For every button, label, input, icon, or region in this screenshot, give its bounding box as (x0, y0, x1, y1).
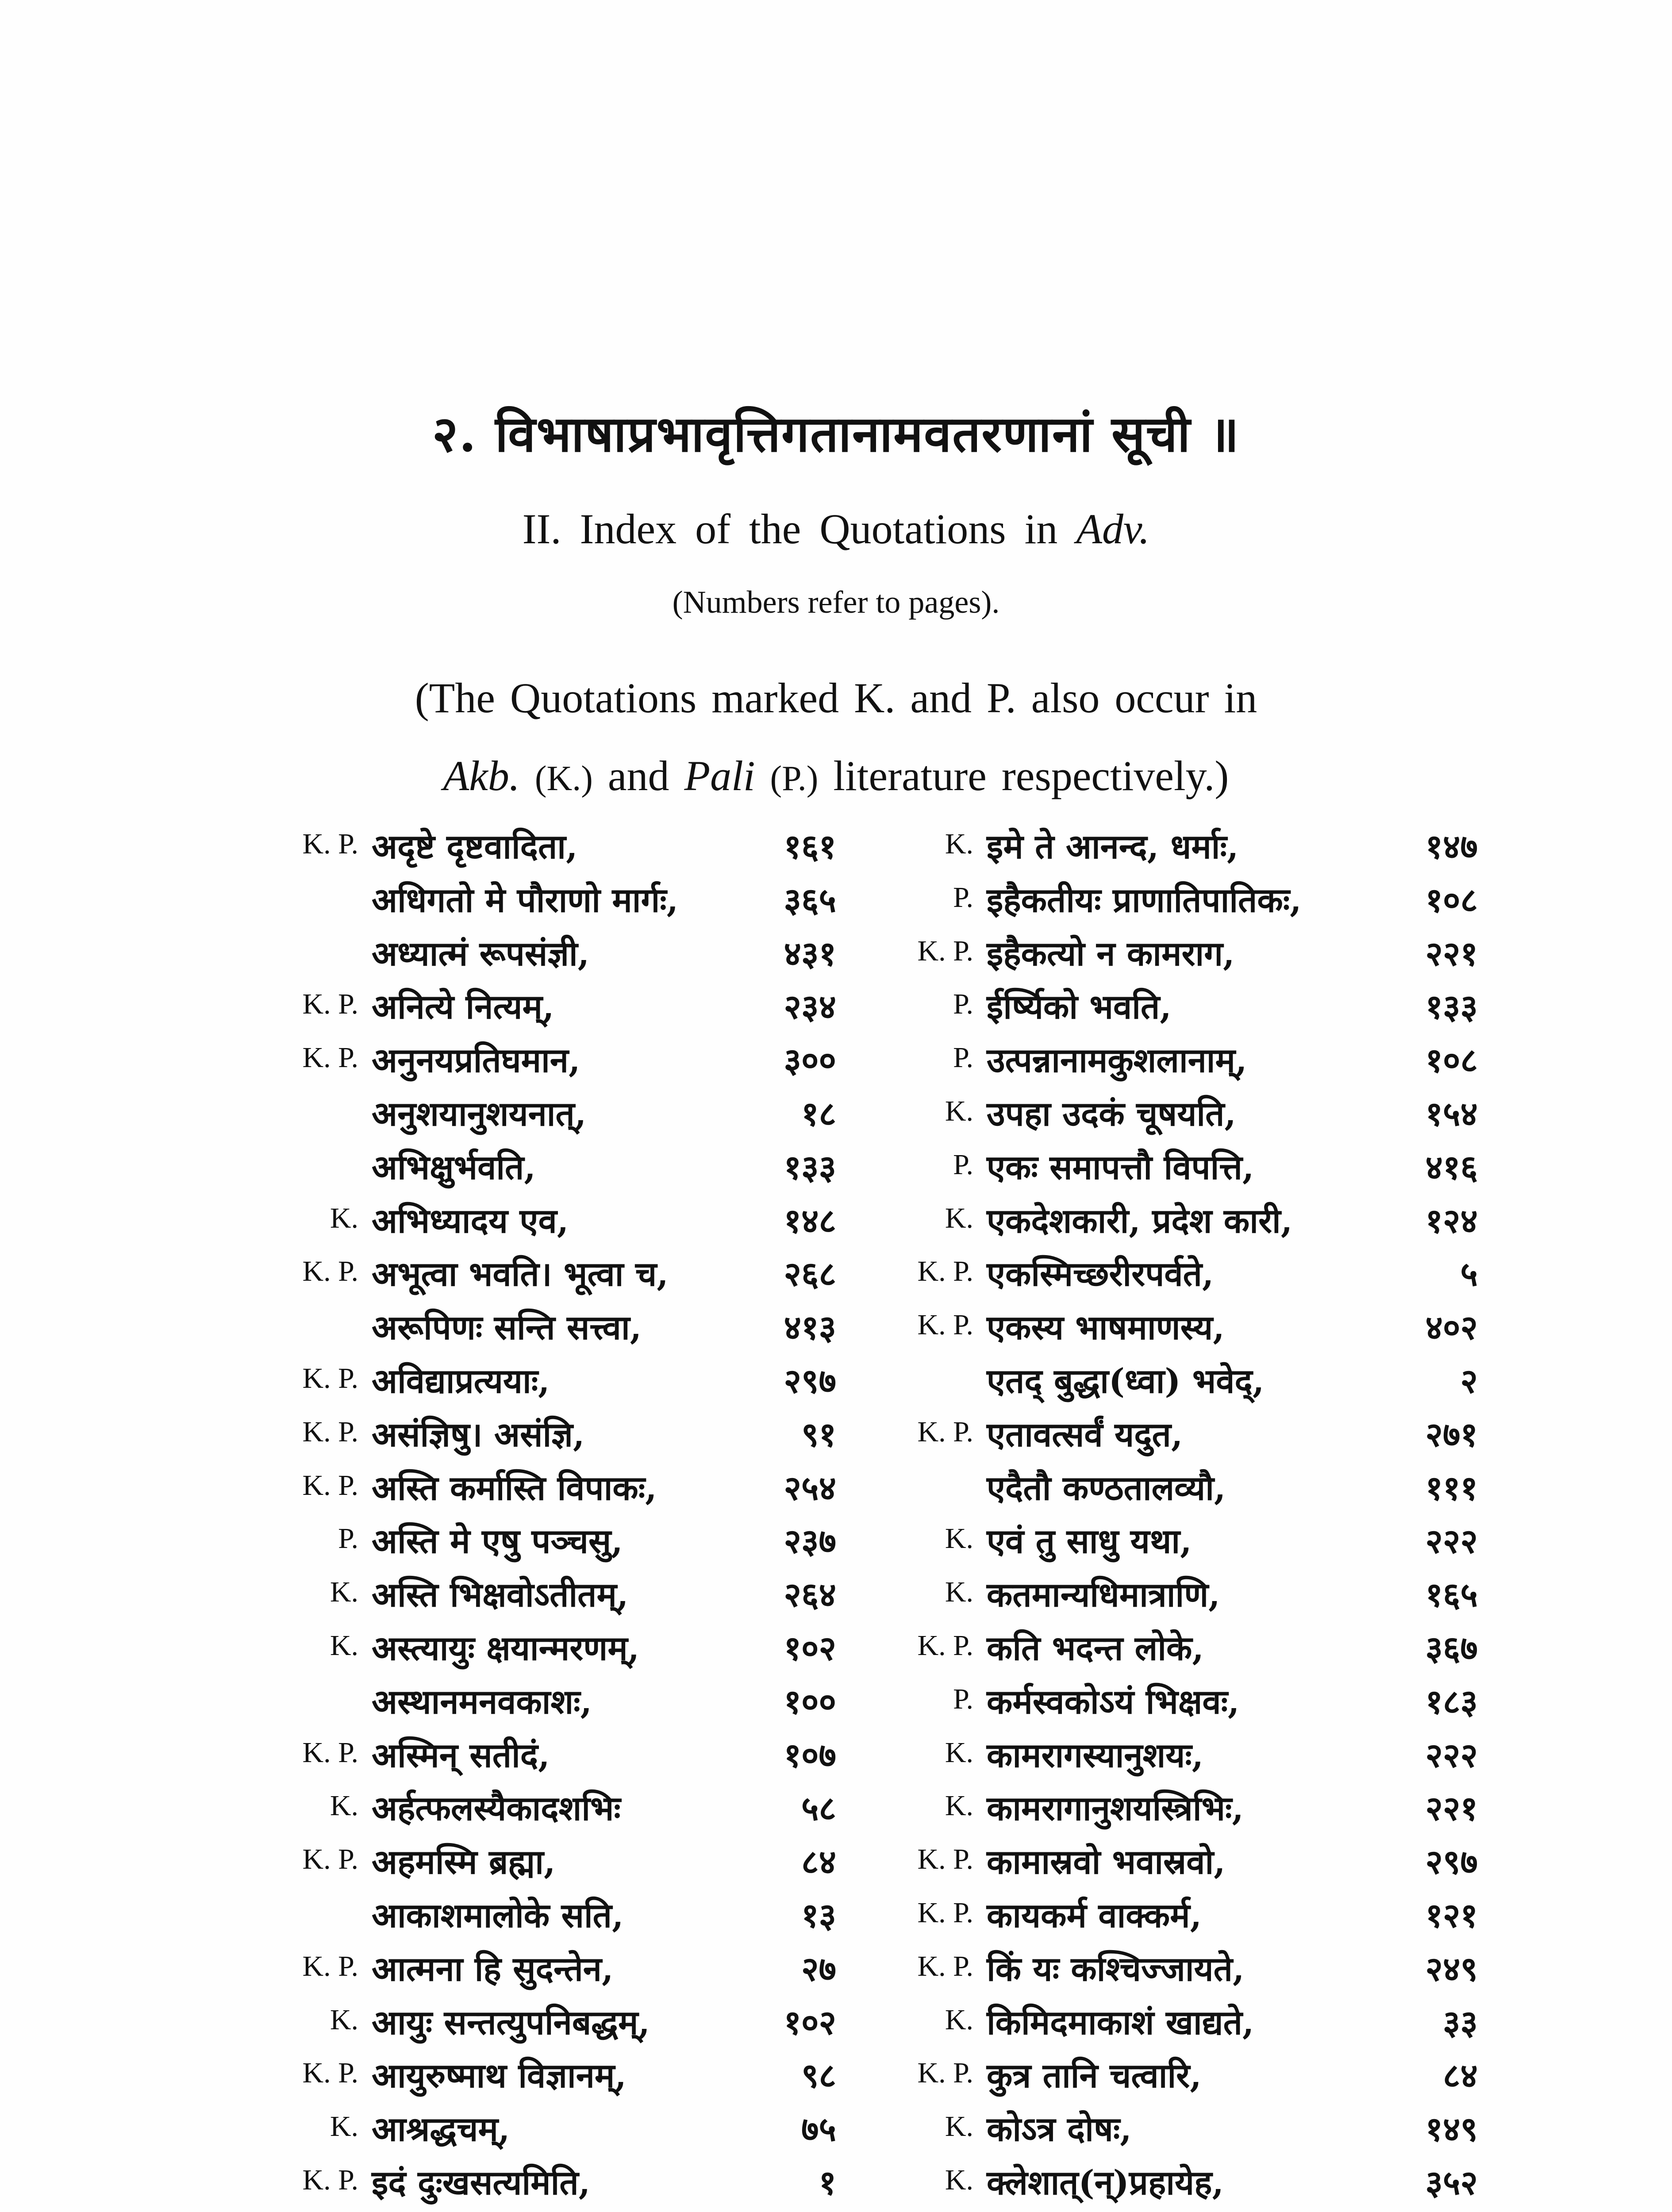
index-entry (265, 1517, 876, 1571)
quotation-text: इमे ते आनन्द, धर्माः, (987, 827, 1239, 866)
quotation-text: एवं तु साधु यथा, (987, 1521, 1192, 1561)
page-number: ५ (1460, 1254, 1478, 1294)
page-number: १३३ (1425, 987, 1478, 1027)
source-mark: P. (953, 988, 973, 1021)
source-mark: K. P. (302, 2057, 358, 2089)
intro-line-1: (The Quotations marked K. and P. also occur in (415, 674, 1257, 722)
index-entry (265, 983, 876, 1037)
source-mark: K. P. (917, 1843, 973, 1876)
quotation-text: अस्ति कर्मास्ति विपाकः, (372, 1468, 657, 1508)
index-column-right (876, 823, 1478, 2212)
page-reference-note: (Numbers refer to pages). (672, 584, 1000, 620)
source-mark: K. (330, 1576, 358, 1609)
source-mark: P. (953, 881, 973, 914)
page-number: ४१३ (784, 1308, 836, 1348)
page-number: २२२ (1425, 1735, 1478, 1775)
index-entry (876, 1785, 1478, 1838)
source-mark: K. P. (302, 1736, 358, 1769)
page-number: ८४ (1442, 2056, 1478, 2096)
page-number: १०२ (784, 1628, 836, 1668)
page-number: ४१६ (1425, 1147, 1478, 1187)
quotation-text: अधिगतो मे पौराणो मार्गः, (372, 880, 679, 920)
intro-tail: literature respectively.) (833, 752, 1229, 799)
index-entry (876, 2105, 1478, 2159)
source-mark: K. (945, 1736, 973, 1769)
source-mark: K. P. (917, 1255, 973, 1288)
index-entry (876, 1144, 1478, 1197)
index-entry (265, 1090, 876, 1144)
intro-akb: Akb. (443, 752, 520, 799)
quotation-text: अविद्याप्रत्ययाः, (372, 1361, 550, 1401)
source-mark: K. (330, 1790, 358, 1822)
index-entry (876, 2052, 1478, 2105)
source-mark: K. (945, 1094, 973, 1127)
source-mark: K. P. (917, 1896, 973, 1929)
page-number: १ (819, 2162, 836, 2202)
index-entry (265, 1678, 876, 1732)
page-number: ९८ (801, 2056, 836, 2096)
index-entry (876, 1517, 1478, 1571)
quotation-text: कायकर्म वाक्कर्म, (987, 1895, 1202, 1935)
page-number: १११ (1425, 1468, 1478, 1508)
source-mark: K. (945, 2110, 973, 2143)
quotation-text: आत्मना हि सुदन्तेन, (372, 1949, 614, 1989)
source-mark: P. (953, 1682, 973, 1715)
quotation-text: उत्पन्नानामकुशलानाम्, (987, 1041, 1247, 1080)
index-entry (265, 823, 876, 876)
page-number: १०७ (784, 1735, 836, 1775)
quotation-text: इहैकत्यो न कामराग, (987, 933, 1235, 973)
page-number: २९७ (784, 1361, 836, 1401)
source-mark: K. P. (917, 1309, 973, 1341)
quotation-text: कामास्रवो भवास्रवो, (987, 1842, 1226, 1882)
page-number: २६४ (784, 1575, 836, 1615)
index-entry (265, 2052, 876, 2105)
index-entry (265, 1571, 876, 1624)
source-mark: K. (330, 2003, 358, 2036)
page-number: १८३ (1425, 1682, 1478, 1721)
index-entry (265, 1999, 876, 2052)
index-entry (265, 2159, 876, 2212)
index-entry (876, 1411, 1478, 1464)
index-entry (876, 1464, 1478, 1518)
page-number: १०२ (784, 2002, 836, 2042)
index-entry (265, 1411, 876, 1464)
index-entry (876, 1197, 1478, 1251)
quotation-text: कोऽत्र दोषः, (987, 2109, 1132, 2149)
index-entry (876, 1357, 1478, 1411)
index-entry (876, 1624, 1478, 1678)
source-mark: K. P. (917, 1950, 973, 1982)
quotation-text: किमिदमाकाशं खाद्यते, (987, 2002, 1254, 2042)
quotation-text: एकस्य भाषमाणस्य, (987, 1308, 1225, 1348)
index-entry (876, 1732, 1478, 1785)
source-mark: K. P. (302, 1041, 358, 1074)
intro-p-mark: (P.) (770, 759, 819, 798)
index-entry (876, 1571, 1478, 1624)
quotation-text: कुत्र तानि चत्वारि, (987, 2056, 1202, 2096)
source-mark: P. (953, 1041, 973, 1074)
page-number: १३ (801, 1895, 836, 1935)
source-mark: K. (945, 2003, 973, 2036)
index-entry (265, 1250, 876, 1304)
index-entry (265, 1197, 876, 1251)
quotation-text: अस्ति मे एषु पञ्चसु, (372, 1521, 623, 1561)
quotation-text: अस्त्यायुः क्षयान्मरणम्, (372, 1628, 640, 1668)
page-number: २२२ (1425, 1521, 1478, 1561)
source-mark: K. (945, 1576, 973, 1609)
index-column-left (265, 823, 876, 2212)
page-number: ३५२ (1425, 2162, 1478, 2202)
source-mark: K. (330, 1629, 358, 1662)
page-number: ४०२ (1425, 1308, 1478, 1348)
quotation-text: एकः समापत्तौ विपत्ति, (987, 1147, 1254, 1187)
intro-k-mark: (K.) (534, 759, 593, 798)
quotation-text: कतमान्यधिमात्राणि, (987, 1575, 1220, 1615)
source-mark: K. P. (302, 828, 358, 860)
quotation-text: एदैतौ कण्ठतालव्यौ, (987, 1468, 1226, 1508)
quotation-text: अनुशयानुशयनात्, (372, 1094, 587, 1133)
page-number: २२१ (1425, 1789, 1478, 1828)
source-mark: K. (945, 2163, 973, 2196)
title-text: Index of the Quotations in (580, 505, 1058, 553)
quotation-text: ईर्ष्यिको भवति, (987, 987, 1172, 1027)
index-entry (265, 1838, 876, 1892)
sanskrit-title: २. विभाषाप्रभावृत्तिगतानामवतरणानां सूची ॥ (432, 405, 1240, 463)
quotation-text: एतद् बुद्धा(ध्वा) भवेद्, (987, 1361, 1265, 1401)
source-mark: K. P. (917, 1415, 973, 1448)
source-mark: K. P. (302, 1255, 358, 1288)
index-entry (265, 1732, 876, 1785)
index-entry (265, 1464, 876, 1518)
page-number: २९७ (1425, 1842, 1478, 1882)
quotation-text: आयुरुष्माथ विज्ञानम्, (372, 2056, 627, 2096)
quotation-text: एकदेशकारी, प्रदेश कारी, (987, 1201, 1293, 1240)
source-mark: K. (330, 2110, 358, 2143)
index-entry (876, 1892, 1478, 1945)
quotation-text: अनुनयप्रतिघमान, (372, 1041, 580, 1080)
index-entry (876, 2159, 1478, 2212)
quotation-text: आश्रद्धचम्, (372, 2109, 510, 2149)
source-mark: K. P. (917, 1629, 973, 1662)
index-entry (265, 1357, 876, 1411)
page-number: १८ (801, 1094, 836, 1133)
quotation-text: अस्ति भिक्षवोऽतीतम्, (372, 1575, 629, 1615)
page-number: १२१ (1425, 1895, 1478, 1935)
english-title (0, 504, 1672, 553)
source-mark: K. P. (302, 1843, 358, 1876)
page-number: १६१ (784, 827, 836, 866)
index-entry (265, 1624, 876, 1678)
index-entry (265, 1945, 876, 1999)
quotation-index (265, 823, 1478, 2212)
quotation-text: अध्यात्मं रूपसंज्ञी, (372, 933, 590, 973)
quotation-text: अस्मिन् सतीदं, (372, 1735, 550, 1775)
page-number: ८४ (801, 1842, 836, 1882)
intro-and: and (607, 752, 669, 799)
page-number: ३६५ (784, 880, 836, 920)
quotation-text: क्लेशात्(न्)प्रहायेह, (987, 2162, 1224, 2202)
page-number: २ (1460, 1361, 1478, 1401)
quotation-text: अस्थानमनवकाशः, (372, 1682, 592, 1721)
page-number: ३०० (784, 1041, 836, 1080)
quotation-text: किं यः कश्चिज्जायते, (987, 1949, 1245, 1989)
quotation-text: अर्हत्फलस्यैकादशभिः (372, 1789, 621, 1828)
index-entry (876, 930, 1478, 983)
quotation-text: एतावत्सर्वं यदुत, (987, 1414, 1183, 1454)
page-number: १४७ (1425, 827, 1478, 866)
index-entry (876, 876, 1478, 930)
index-entry (265, 1304, 876, 1357)
page-number: ३३ (1442, 2002, 1478, 2042)
index-entry (876, 1945, 1478, 1999)
page-number: १५४ (1425, 1094, 1478, 1133)
quotation-text: कामरागानुशयस्त्रिभिः, (987, 1789, 1244, 1828)
index-entry (265, 1892, 876, 1945)
page-number: २५४ (784, 1468, 836, 1508)
intro-paragraph (0, 659, 1672, 818)
index-entry (876, 823, 1478, 876)
page-number: २३४ (784, 987, 836, 1027)
index-entry (265, 876, 876, 930)
page-number: ९१ (801, 1414, 836, 1454)
index-entry (265, 1785, 876, 1838)
source-mark: K. P. (917, 934, 973, 967)
quotation-text: कति भदन्त लोके, (987, 1628, 1204, 1668)
index-entry (876, 983, 1478, 1037)
source-mark: K. P. (302, 1362, 358, 1394)
source-mark: P. (953, 1148, 973, 1181)
index-entry (876, 1037, 1478, 1090)
source-mark: K. (945, 1202, 973, 1234)
index-entry (265, 2105, 876, 2159)
quotation-text: उपहा उदकं चूषयति, (987, 1094, 1236, 1133)
page-number: १३३ (784, 1147, 836, 1187)
source-mark: K. P. (302, 1469, 358, 1502)
index-entry (876, 1999, 1478, 2052)
quotation-text: अभिक्षुर्भवति, (372, 1147, 536, 1187)
index-entry (265, 930, 876, 983)
quotation-text: इहैकतीयः प्राणातिपातिकः, (987, 880, 1302, 920)
page-number: २२१ (1425, 933, 1478, 973)
page-number: २३७ (784, 1521, 836, 1561)
page-number: २४९ (1425, 1949, 1478, 1989)
source-mark: K. P. (917, 2057, 973, 2089)
quotation-text: कामरागस्यानुशयः, (987, 1735, 1204, 1775)
index-entry (265, 1037, 876, 1090)
page-number: १४८ (784, 1201, 836, 1240)
quotation-text: आयुः सन्तत्युपनिबद्धम्, (372, 2002, 650, 2042)
page-number: २६८ (784, 1254, 836, 1294)
index-entry (876, 1678, 1478, 1732)
index-entry (876, 1304, 1478, 1357)
title-abbrev: Adv. (1076, 505, 1150, 553)
index-entry (265, 1144, 876, 1197)
page-number: ३६७ (1425, 1628, 1478, 1668)
page-number: १६५ (1425, 1575, 1478, 1615)
index-entry (876, 1250, 1478, 1304)
page-number: १०८ (1425, 1041, 1478, 1080)
source-mark: K. (945, 1522, 973, 1555)
source-mark: K. P. (302, 1415, 358, 1448)
page-number: १०८ (1425, 880, 1478, 920)
quotation-text: अरूपिणः सन्ति सत्त्वा, (372, 1308, 642, 1348)
page-number: १०० (784, 1682, 836, 1721)
page-number: ७५ (801, 2109, 836, 2149)
quotation-text: अभिध्यादय एव, (372, 1201, 569, 1240)
quotation-text: अभूत्वा भवति। भूत्वा च, (372, 1254, 669, 1294)
quotation-text: असंज्ञिषु। असंज्ञि, (372, 1414, 585, 1454)
page-number: १४९ (1425, 2109, 1478, 2149)
title-numeral: II. (522, 505, 561, 553)
source-mark: P. (338, 1522, 358, 1555)
quotation-text: इदं दुःखसत्यमिति, (372, 2162, 591, 2202)
source-mark: K. P. (302, 2163, 358, 2196)
source-mark: K. (945, 828, 973, 860)
page-number: ४३१ (784, 933, 836, 973)
page-number: २७१ (1425, 1414, 1478, 1454)
source-mark: K. (945, 1790, 973, 1822)
quotation-text: अहमस्मि ब्रह्मा, (372, 1842, 556, 1882)
quotation-text: कर्मस्वकोऽयं भिक्षवः, (987, 1682, 1240, 1721)
page-number: २७ (801, 1949, 836, 1989)
source-mark: K. (330, 1202, 358, 1234)
quotation-text: अदृष्टे दृष्टवादिता, (372, 827, 578, 866)
quotation-text: अनित्ये नित्यम्, (372, 987, 554, 1027)
quotation-text: आकाशमालोके सति, (372, 1895, 624, 1935)
page-number: ५८ (801, 1789, 836, 1828)
index-entry (876, 1090, 1478, 1144)
source-mark: K. P. (302, 1950, 358, 1982)
source-mark: K. P. (302, 988, 358, 1021)
quotation-text: एकस्मिच्छरीरपर्वते, (987, 1254, 1214, 1294)
intro-pali: Pali (684, 752, 755, 799)
index-entry (876, 1838, 1478, 1892)
page-number: १२४ (1425, 1201, 1478, 1240)
